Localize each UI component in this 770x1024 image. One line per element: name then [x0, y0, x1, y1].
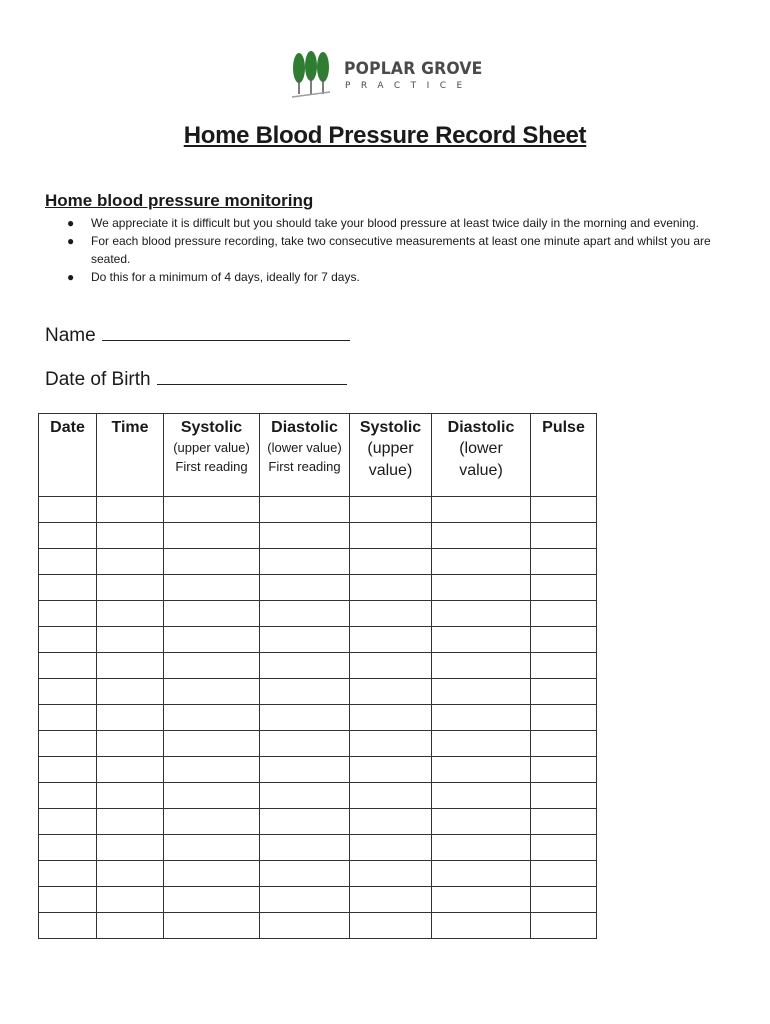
- table-cell[interactable]: [432, 705, 531, 731]
- table-cell[interactable]: [260, 835, 350, 861]
- poplar-trees-icon: [290, 50, 334, 102]
- table-cell[interactable]: [164, 913, 260, 939]
- table-cell[interactable]: [350, 757, 432, 783]
- table-cell[interactable]: [350, 575, 432, 601]
- table-cell[interactable]: [39, 653, 97, 679]
- table-cell[interactable]: [350, 549, 432, 575]
- table-cell[interactable]: [350, 679, 432, 705]
- table-cell[interactable]: [350, 835, 432, 861]
- table-cell[interactable]: [164, 575, 260, 601]
- table-cell[interactable]: [432, 835, 531, 861]
- table-cell[interactable]: [97, 731, 164, 757]
- table-cell[interactable]: [164, 861, 260, 887]
- table-cell[interactable]: [432, 549, 531, 575]
- table-row: [39, 861, 597, 887]
- table-cell[interactable]: [39, 601, 97, 627]
- name-line[interactable]: [102, 322, 350, 341]
- table-cell[interactable]: [97, 575, 164, 601]
- table-cell[interactable]: [39, 731, 97, 757]
- table-cell[interactable]: [97, 627, 164, 653]
- table-cell[interactable]: [531, 861, 597, 887]
- table-cell[interactable]: [432, 861, 531, 887]
- table-row: [39, 601, 597, 627]
- column-header-systolic-first: Systolic (upper value) First reading: [164, 414, 260, 497]
- table-cell[interactable]: [260, 627, 350, 653]
- bullet-icon: ●: [67, 216, 75, 230]
- table-cell[interactable]: [164, 887, 260, 913]
- table-cell[interactable]: [39, 861, 97, 887]
- table-cell[interactable]: [164, 835, 260, 861]
- column-header-time: Time: [97, 414, 164, 497]
- table-cell[interactable]: [531, 913, 597, 939]
- instructions-list: [45, 214, 715, 286]
- table-row: [39, 783, 597, 809]
- table-cell[interactable]: [350, 913, 432, 939]
- table-cell[interactable]: [39, 809, 97, 835]
- table-cell[interactable]: [97, 783, 164, 809]
- logo-subtitle: PRACTICE: [345, 81, 473, 91]
- table-cell[interactable]: [531, 783, 597, 809]
- table-row: [39, 549, 597, 575]
- name-field[interactable]: [45, 322, 350, 347]
- table-cell[interactable]: [164, 783, 260, 809]
- table-cell[interactable]: [39, 757, 97, 783]
- table-cell[interactable]: [97, 835, 164, 861]
- table-cell[interactable]: [350, 523, 432, 549]
- table-cell[interactable]: [432, 809, 531, 835]
- table-cell[interactable]: [39, 627, 97, 653]
- table-cell[interactable]: [260, 705, 350, 731]
- table-cell[interactable]: [164, 809, 260, 835]
- table-cell[interactable]: [531, 523, 597, 549]
- table-cell[interactable]: [350, 601, 432, 627]
- table-cell[interactable]: [97, 913, 164, 939]
- table-row: [39, 653, 597, 679]
- table-cell[interactable]: [350, 731, 432, 757]
- table-row: [39, 913, 597, 939]
- table-cell[interactable]: [531, 887, 597, 913]
- table-cell[interactable]: [97, 757, 164, 783]
- table-cell[interactable]: [350, 497, 432, 523]
- table-header-row: [39, 414, 597, 497]
- table-cell[interactable]: [350, 887, 432, 913]
- table-cell[interactable]: [39, 679, 97, 705]
- table-row: [39, 523, 597, 549]
- table-cell[interactable]: [260, 497, 350, 523]
- table-cell[interactable]: [39, 783, 97, 809]
- table-cell[interactable]: [164, 731, 260, 757]
- table-cell[interactable]: [260, 809, 350, 835]
- table-cell[interactable]: [97, 497, 164, 523]
- table-cell[interactable]: [39, 575, 97, 601]
- table-cell[interactable]: [97, 549, 164, 575]
- table-cell[interactable]: [97, 809, 164, 835]
- column-header-date: Date: [39, 414, 97, 497]
- table-cell[interactable]: [39, 523, 97, 549]
- table-row: [39, 757, 597, 783]
- table-cell[interactable]: [432, 913, 531, 939]
- logo-name: POPLAR GROVE: [344, 59, 483, 79]
- table-cell[interactable]: [350, 809, 432, 835]
- table-cell[interactable]: [97, 679, 164, 705]
- table-cell[interactable]: [97, 887, 164, 913]
- name-label: Name: [45, 325, 96, 346]
- table-cell[interactable]: [260, 601, 350, 627]
- table-cell[interactable]: [432, 601, 531, 627]
- table-row: [39, 679, 597, 705]
- table-cell[interactable]: [531, 835, 597, 861]
- table-cell[interactable]: [260, 549, 350, 575]
- table-cell[interactable]: [39, 887, 97, 913]
- table-cell[interactable]: [432, 653, 531, 679]
- table-cell[interactable]: [432, 627, 531, 653]
- bp-record-table: [38, 413, 597, 939]
- table-cell[interactable]: [260, 861, 350, 887]
- table-cell[interactable]: [350, 783, 432, 809]
- table-cell[interactable]: [39, 835, 97, 861]
- table-cell[interactable]: [164, 627, 260, 653]
- table-row: [39, 627, 597, 653]
- table-cell[interactable]: [531, 601, 597, 627]
- table-row: [39, 887, 597, 913]
- table-cell[interactable]: [260, 913, 350, 939]
- table-cell[interactable]: [531, 705, 597, 731]
- table-cell[interactable]: [260, 783, 350, 809]
- list-item: ● We appreciate it is difficult but you should take your blood pressure at least twice daily in the morning and evening.: [67, 216, 699, 230]
- table-cell[interactable]: [260, 731, 350, 757]
- table-cell[interactable]: [531, 679, 597, 705]
- bullet-icon: ●: [67, 234, 75, 248]
- table-cell[interactable]: [350, 861, 432, 887]
- table-cell[interactable]: [531, 497, 597, 523]
- table-cell[interactable]: [531, 653, 597, 679]
- table-cell[interactable]: [97, 523, 164, 549]
- table-cell[interactable]: [164, 705, 260, 731]
- table-cell[interactable]: [164, 679, 260, 705]
- list-item: ● Do this for a minimum of 4 days, ideally for 7 days.: [67, 270, 360, 284]
- column-header-diastolic-first: Diastolic (lower value) First reading: [260, 414, 350, 497]
- column-header-systolic: Systolic (upper value): [350, 414, 432, 497]
- table-cell[interactable]: [531, 575, 597, 601]
- table-row: [39, 731, 597, 757]
- table-cell[interactable]: [39, 705, 97, 731]
- table-cell[interactable]: [260, 653, 350, 679]
- list-item: ● For each blood pressure recording, take two consecutive measurements at least one minute apart and whilst you are seated.: [67, 234, 711, 266]
- page-title: Home Blood Pressure Record Sheet: [183, 122, 587, 149]
- table-row: [39, 835, 597, 861]
- table-cell[interactable]: [39, 549, 97, 575]
- table-cell[interactable]: [97, 861, 164, 887]
- table-cell[interactable]: [432, 497, 531, 523]
- table-row: [39, 497, 597, 523]
- dob-field[interactable]: [45, 366, 347, 391]
- table-cell[interactable]: [531, 549, 597, 575]
- table-cell[interactable]: [164, 601, 260, 627]
- table-cell[interactable]: [432, 679, 531, 705]
- practice-logo: [290, 50, 483, 102]
- table-cell[interactable]: [531, 731, 597, 757]
- table-cell[interactable]: [432, 887, 531, 913]
- table-cell[interactable]: [432, 783, 531, 809]
- table-cell[interactable]: [260, 887, 350, 913]
- dob-label: Date of Birth: [45, 369, 151, 390]
- dob-line[interactable]: [157, 366, 347, 385]
- table-cell[interactable]: [350, 653, 432, 679]
- table-cell[interactable]: [97, 705, 164, 731]
- table-cell[interactable]: [260, 679, 350, 705]
- table-cell[interactable]: [350, 627, 432, 653]
- column-header-pulse: Pulse: [531, 414, 597, 497]
- table-cell[interactable]: [39, 913, 97, 939]
- table-cell[interactable]: [432, 575, 531, 601]
- table-row: [39, 575, 597, 601]
- table-cell[interactable]: [164, 653, 260, 679]
- table-cell[interactable]: [260, 575, 350, 601]
- table-cell[interactable]: [350, 705, 432, 731]
- table-cell[interactable]: [260, 757, 350, 783]
- table-cell[interactable]: [39, 497, 97, 523]
- table-cell[interactable]: [164, 549, 260, 575]
- section-heading: Home blood pressure monitoring: [45, 191, 314, 210]
- table-cell[interactable]: [97, 653, 164, 679]
- column-header-diastolic: Diastolic (lower value): [432, 414, 531, 497]
- table-cell[interactable]: [531, 627, 597, 653]
- table-cell[interactable]: [531, 809, 597, 835]
- table-cell[interactable]: [432, 523, 531, 549]
- table-cell[interactable]: [164, 497, 260, 523]
- table-cell[interactable]: [531, 757, 597, 783]
- table-cell[interactable]: [432, 731, 531, 757]
- table-cell[interactable]: [164, 523, 260, 549]
- table-row: [39, 705, 597, 731]
- table-cell[interactable]: [432, 757, 531, 783]
- table-cell[interactable]: [164, 757, 260, 783]
- table-row: [39, 809, 597, 835]
- bullet-icon: ●: [67, 270, 75, 284]
- table-cell[interactable]: [97, 601, 164, 627]
- table-cell[interactable]: [260, 523, 350, 549]
